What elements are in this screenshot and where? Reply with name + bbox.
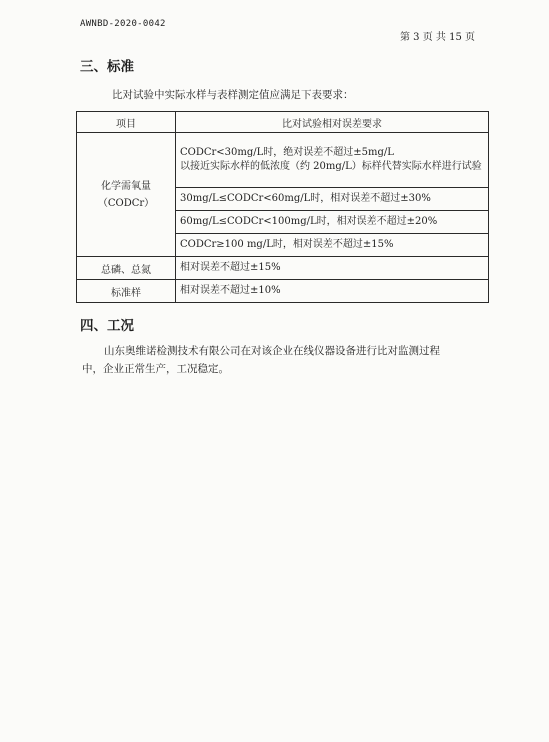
table-row (77, 280, 489, 303)
requirement-cod-100-plus: CODCr≥100 mg/L时，相对误差不超过±15% (176, 234, 489, 257)
item-cod (77, 133, 176, 257)
item-tp-tn: 总磷、总氮 (77, 257, 176, 280)
conditions-paragraph (82, 342, 487, 378)
item-standard-sample: 标准样 (77, 280, 176, 303)
requirement-cod-60-100: 60mg/L≤CODCr<100mg/L时，相对误差不超过±20% (176, 211, 489, 234)
section-title-standards: 三、标准 (80, 59, 134, 75)
error-requirements-table (76, 111, 489, 303)
requirement-line: 以接近实际水样的低浓度（约 20mg/L）标样代替实际水样进行试验 (180, 161, 482, 172)
header-item: 项目 (77, 112, 176, 133)
paragraph-line: 山东奥维诺检测技术有限公司在对该企业在线仪器设备进行比对监测过程 (104, 345, 440, 357)
standards-intro: 比对试验中实际水样与表样测定值应满足下表要求： (112, 89, 354, 101)
section-title-conditions: 四、工况 (80, 318, 134, 334)
requirement-tp-tn: 相对误差不超过±15% (176, 257, 489, 280)
table-row (77, 133, 489, 188)
item-cod-abbr: （CODCr） (97, 197, 155, 209)
table-row (77, 257, 489, 280)
item-cod-name: 化学需氧量 (101, 180, 151, 192)
table-header-row (77, 112, 489, 133)
requirement-cod-30-60: 30mg/L≤CODCr<60mg/L时，相对误差不超过±30% (176, 188, 489, 211)
document-id: AWNBD-2020-0042 (80, 19, 166, 29)
requirement-cod-low (176, 133, 489, 188)
paragraph-line: 中，企业正常生产，工况稳定。 (82, 363, 229, 375)
header-requirement: 比对试验相对误差要求 (176, 112, 489, 133)
page-number: 第 3 页 共 15 页 (400, 32, 475, 43)
requirement-standard-sample: 相对误差不超过±10% (176, 280, 489, 303)
requirement-line: CODCr<30mg/L时，绝对误差不超过±5mg/L (180, 147, 394, 158)
